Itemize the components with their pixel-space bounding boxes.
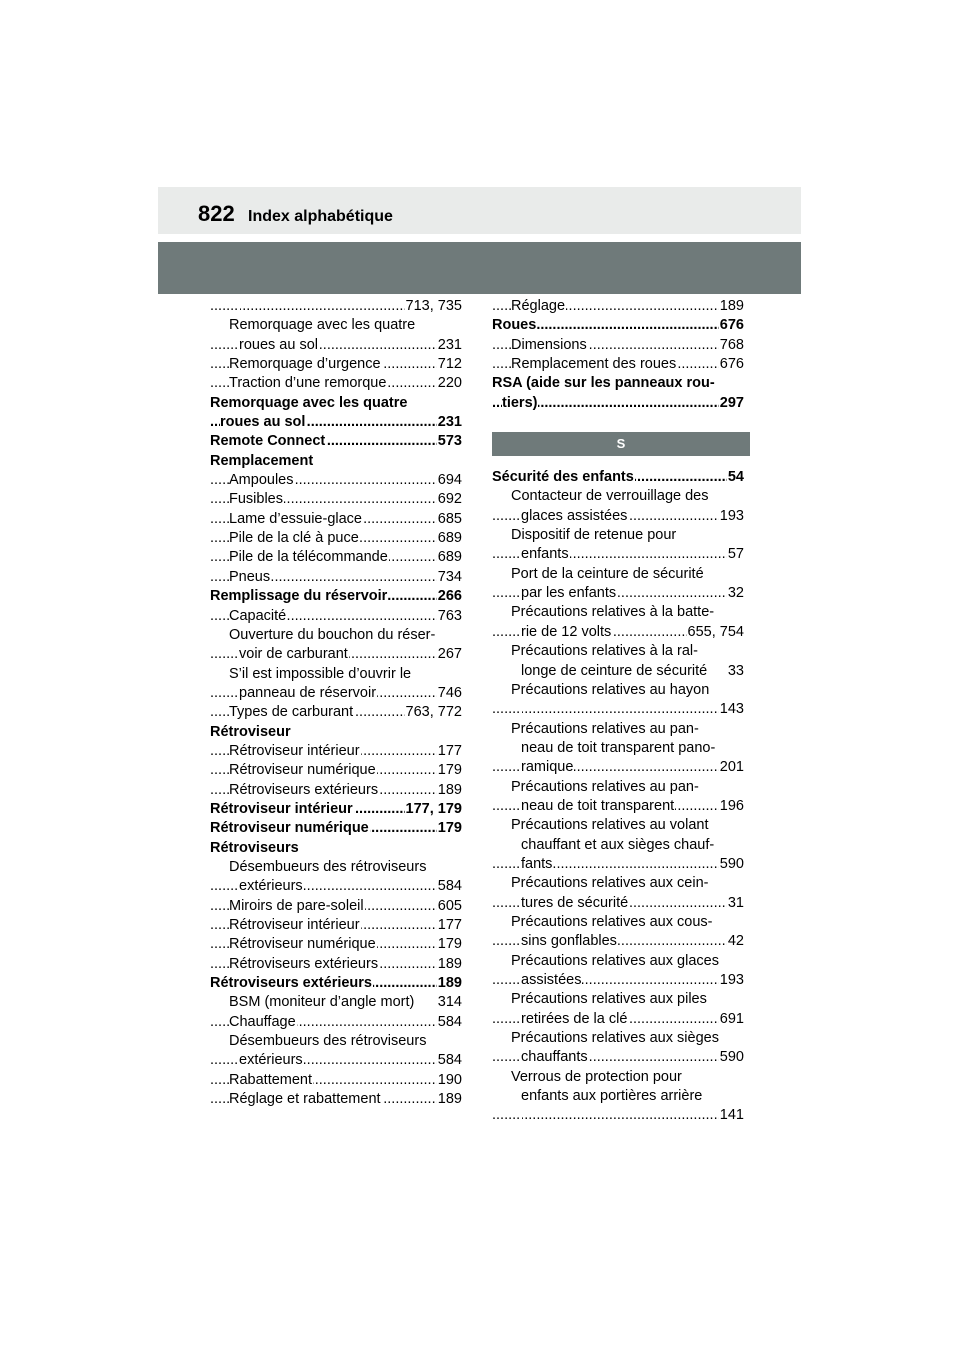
entry-text: Précautions relatives aux cous- — [511, 913, 713, 930]
entry-text: Précautions relatives à la batte- — [511, 604, 715, 621]
entry-text: Précautions relatives au hayon — [511, 681, 710, 698]
entry-text: enfants — [521, 546, 569, 563]
entry-pages: 768 — [719, 336, 744, 355]
entry-pages: 189 — [437, 781, 462, 800]
entry-pages: 590 — [719, 1048, 744, 1067]
index-entry — [492, 507, 744, 526]
entry-pages: 689 — [437, 548, 462, 567]
entry-text: chauffants — [521, 1049, 588, 1066]
entry-pages: 712 — [437, 355, 462, 374]
entry-pages: 584 — [437, 877, 462, 896]
entry-text: Précautions relatives à la ral- — [511, 643, 698, 660]
entry-text: Remorquage d’urgence — [229, 356, 381, 373]
entry-text: Rétroviseur intérieur — [210, 800, 353, 817]
entry-text: Désembueurs des rétroviseurs — [229, 1033, 427, 1050]
entry-pages: 189 — [437, 974, 462, 993]
index-entry — [492, 797, 744, 816]
index-entry — [210, 1071, 462, 1090]
index-entry — [210, 645, 462, 664]
entry-text: roues au sol — [220, 414, 306, 431]
entry-pages: 584 — [437, 1013, 462, 1032]
entry-pages: 177 — [437, 742, 462, 761]
entry-text: Rabattement — [229, 1071, 313, 1088]
index-entry — [210, 742, 462, 761]
entry-text: Remplacement — [210, 452, 314, 469]
entry-text: Capacité — [229, 607, 287, 624]
index-entry — [210, 703, 462, 722]
index-entry — [210, 374, 462, 393]
entry-text: Remplissage du réservoir — [210, 588, 388, 605]
index-entry — [492, 545, 744, 564]
entry-pages: 734 — [437, 568, 462, 587]
entry-text: Précautions relatives au pan- — [511, 720, 699, 737]
entry-text: assistées — [521, 972, 582, 988]
index-entry — [210, 819, 462, 838]
entry-text: Verrous de protection pour — [511, 1068, 682, 1085]
index-entry — [492, 971, 744, 990]
entry-text: Chauffage — [229, 1013, 296, 1030]
index-entry — [210, 665, 462, 684]
index-entry — [210, 684, 462, 703]
index-entry — [210, 781, 462, 800]
index-entry — [210, 336, 462, 355]
index-entry — [210, 529, 462, 548]
entry-pages: 177, 179 — [405, 800, 462, 819]
entry-pages: 267 — [437, 645, 462, 664]
index-entry — [492, 758, 744, 777]
entry-text: Rétroviseurs — [210, 839, 299, 856]
entry-text: Rétroviseur numérique — [229, 936, 376, 953]
index-entry — [492, 297, 744, 316]
index-entry — [210, 548, 462, 567]
index-entry — [492, 990, 744, 1009]
entry-text: Remorquage avec les quatre — [229, 317, 416, 334]
entry-text: Sécurité des enfants — [492, 469, 634, 486]
entry-text: BSM (moniteur d’angle mort) — [229, 994, 415, 1011]
index-entry — [492, 642, 744, 661]
index-entry — [492, 374, 744, 393]
entry-pages: 231 — [437, 336, 462, 355]
entry-pages: 676 — [719, 316, 744, 335]
header-dark-bar — [158, 242, 801, 294]
index-entry — [210, 723, 462, 742]
index-entry — [210, 607, 462, 626]
entry-text: Précautions relatives aux piles — [511, 991, 707, 1008]
entry-text: Réglage — [511, 298, 566, 314]
index-entry — [210, 897, 462, 916]
index-entry — [210, 955, 462, 974]
index-entry — [210, 935, 462, 954]
entry-pages: 33 — [727, 662, 744, 679]
index-entry — [210, 355, 462, 374]
index-entry — [492, 316, 744, 335]
entry-text: Rétroviseur intérieur — [229, 742, 360, 759]
index-entry — [492, 816, 744, 835]
entry-pages: 297 — [719, 394, 744, 413]
entry-pages: 32 — [727, 584, 744, 603]
index-entry — [210, 316, 462, 335]
index-entry — [492, 913, 744, 932]
entry-pages: 763, 772 — [405, 703, 462, 722]
index-column-left — [210, 297, 462, 1109]
entry-pages: 189 — [437, 1090, 462, 1109]
index-entry — [492, 700, 744, 719]
entry-pages: 179 — [437, 935, 462, 954]
entry-pages: 193 — [719, 507, 744, 526]
index-entry — [492, 336, 744, 355]
entry-pages: 179 — [437, 761, 462, 780]
index-entry — [210, 800, 462, 819]
index-entry — [210, 839, 462, 858]
entry-text: Précautions relatives aux sièges — [511, 1030, 719, 1047]
index-entry — [210, 394, 462, 413]
entry-text: Roues — [492, 317, 537, 334]
entry-text: Ampoules — [229, 472, 294, 489]
entry-text: Précautions relatives aux cein- — [511, 875, 709, 892]
entry-pages: 763 — [437, 607, 462, 626]
entry-text: Remplacement des roues — [511, 356, 677, 373]
entry-pages: 31 — [727, 894, 744, 913]
entry-text: neau de toit transparent — [521, 797, 675, 814]
entry-text: Précautions relatives aux glaces — [511, 952, 719, 969]
entry-text: Contacteur de verrouillage des — [511, 488, 709, 505]
entry-pages: 691 — [719, 1010, 744, 1029]
index-entry — [210, 626, 462, 645]
entry-text: rie de 12 volts — [521, 623, 612, 640]
entry-text: Lame d’essuie-glace — [229, 510, 362, 527]
index-entry — [492, 874, 744, 893]
index-entry — [210, 452, 462, 471]
entry-text: Fusibles — [229, 491, 283, 508]
index-entry — [492, 662, 744, 681]
entry-pages: 689 — [437, 529, 462, 548]
entry-pages: 177 — [437, 916, 462, 935]
index-entry — [210, 510, 462, 529]
entry-text: Rétroviseur intérieur — [229, 917, 360, 933]
entry-pages: 220 — [437, 374, 462, 393]
entry-text: Miroirs de pare-soleil — [229, 897, 364, 914]
index-entry — [492, 836, 744, 855]
entry-pages: 676 — [719, 355, 744, 374]
entry-pages: 196 — [719, 797, 744, 816]
entry-text: tiers) — [502, 394, 538, 411]
entry-text: S’il est impossible d’ouvrir le — [229, 665, 412, 682]
entry-text: Rétroviseur — [210, 723, 291, 740]
index-entry — [210, 587, 462, 606]
entry-text: Pile de la télécommande — [229, 549, 388, 566]
letter-heading-s: S — [492, 432, 750, 456]
entry-text: Remorquage avec les quatre — [210, 394, 408, 411]
entry-text: extérieurs — [239, 1052, 303, 1069]
index-entry — [492, 1106, 744, 1125]
entry-text: RSA (aide sur les panneaux rou- — [492, 375, 715, 392]
entry-text: ramique — [521, 759, 574, 776]
entry-text: Ouverture du bouchon du réser- — [229, 626, 436, 643]
entry-pages: 573 — [437, 432, 462, 451]
entry-text: Remote Connect — [210, 433, 326, 450]
entry-text: Types de carburant — [229, 704, 354, 721]
index-entry — [492, 603, 744, 622]
entry-text: extérieurs — [239, 878, 303, 895]
entry-text: voir de carburant — [239, 646, 348, 663]
index-entry — [492, 720, 744, 739]
entry-text: Rétroviseurs extérieurs — [229, 955, 379, 972]
entry-text: Rétroviseurs extérieurs — [210, 975, 372, 992]
entry-text: panneau de réservoir — [239, 684, 377, 701]
entry-pages: 590 — [719, 855, 744, 874]
entry-text: tures de sécurité — [521, 894, 629, 911]
entry-text: retirées de la clé — [521, 1010, 628, 1027]
entry-text — [521, 701, 522, 717]
entry-pages: 201 — [719, 758, 744, 777]
index-column-right — [492, 297, 744, 1126]
index-entry — [210, 297, 462, 316]
entry-text: chauffant et aux sièges chauf- — [521, 836, 715, 853]
entry-text: Port de la ceinture de sécurité — [511, 565, 704, 582]
entry-text: Pile de la clé à puce — [229, 530, 359, 547]
entry-pages: 713, 735 — [405, 297, 462, 316]
entry-pages: 42 — [727, 932, 744, 951]
section-title: Index alphabétique — [248, 208, 393, 225]
index-entry — [210, 993, 462, 1012]
index-entry — [210, 974, 462, 993]
entry-text: Pneus — [229, 568, 271, 585]
index-entry — [492, 932, 744, 951]
index-entry — [210, 490, 462, 509]
index-entry — [492, 739, 744, 758]
entry-pages: 685 — [437, 510, 462, 529]
index-entry — [492, 681, 744, 700]
index-entry — [492, 584, 744, 603]
entry-text: Précautions relatives au pan- — [511, 778, 699, 795]
index-entry — [492, 1029, 744, 1048]
page-number: 822 — [198, 201, 235, 226]
index-entry — [210, 1032, 462, 1051]
entry-text: Rétroviseur numérique — [229, 762, 376, 779]
entry-text: par les enfants — [521, 585, 617, 602]
entry-text: roues au sol — [239, 336, 318, 353]
index-entry — [492, 565, 744, 584]
index-entry — [492, 1010, 744, 1029]
entry-text: Dispositif de retenue pour — [511, 527, 677, 544]
entry-pages: 314 — [437, 994, 462, 1011]
entry-pages: 231 — [437, 413, 462, 432]
entry-pages: 692 — [437, 490, 462, 509]
index-entry — [210, 471, 462, 490]
index-entry — [492, 952, 744, 971]
entry-text: Désembueurs des rétroviseurs — [229, 858, 427, 875]
index-entry — [492, 778, 744, 797]
entry-text: enfants aux portières arrière — [521, 1088, 703, 1105]
entry-text: sins gonflables — [521, 933, 617, 950]
index-entry — [492, 855, 744, 874]
entry-text: Rétroviseurs extérieurs — [229, 781, 379, 798]
index-entry — [210, 432, 462, 451]
index-entry — [210, 568, 462, 587]
index-entry — [210, 1051, 462, 1070]
entry-pages: 655, 754 — [687, 623, 744, 642]
entry-pages: 141 — [719, 1106, 744, 1125]
index-entry — [492, 623, 744, 642]
entry-text: Traction d’une remorque — [229, 375, 387, 392]
entry-text — [521, 1107, 522, 1123]
entry-pages: 746 — [437, 684, 462, 703]
index-entry — [492, 487, 744, 506]
index-entry — [210, 761, 462, 780]
index-entry — [492, 894, 744, 913]
entry-text: fants — [521, 855, 553, 872]
entry-pages: 584 — [437, 1051, 462, 1070]
entry-text: Précautions relatives au volant — [511, 817, 709, 834]
entry-text: neau de toit transparent pano- — [521, 739, 716, 756]
entry-pages: 190 — [437, 1071, 462, 1090]
index-entry — [210, 1013, 462, 1032]
entry-text: Dimensions — [511, 336, 587, 353]
index-entry — [492, 468, 744, 487]
entry-pages: 694 — [437, 471, 462, 490]
entry-pages: 193 — [719, 971, 744, 990]
entry-pages: 143 — [719, 700, 744, 719]
entry-pages: 189 — [437, 955, 462, 974]
index-entry — [492, 1087, 744, 1106]
index-entry — [492, 526, 744, 545]
entry-pages: 189 — [719, 297, 744, 316]
index-entry — [492, 1068, 744, 1087]
index-entry — [492, 394, 744, 413]
entry-text: longe de ceinture de sécurité — [521, 662, 708, 679]
entry-text: glaces assistées — [521, 507, 628, 524]
entry-pages: 57 — [727, 545, 744, 564]
entry-pages: 266 — [437, 587, 462, 606]
entry-text: Réglage et rabattement — [229, 1091, 381, 1108]
index-entry — [210, 413, 462, 432]
entry-text: Rétroviseur numérique — [210, 820, 369, 837]
entry-pages: 179 — [437, 819, 462, 838]
index-entry — [210, 916, 462, 935]
index-entry — [210, 877, 462, 896]
index-entry — [210, 858, 462, 877]
index-entry — [492, 355, 744, 374]
index-entry — [492, 1048, 744, 1067]
entry-pages: 54 — [727, 468, 744, 487]
index-entry — [210, 1090, 462, 1109]
entry-pages: 605 — [437, 897, 462, 916]
entry-text — [239, 298, 240, 314]
